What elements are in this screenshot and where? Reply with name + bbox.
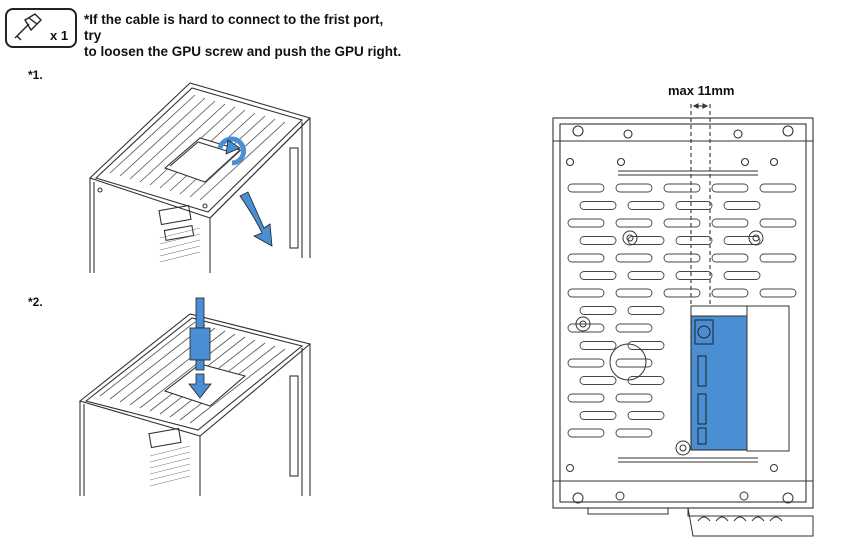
clearance-dimension-label: max 11mm [668, 83, 735, 98]
vent-slot [664, 254, 700, 262]
vent-slot [664, 289, 700, 297]
vent-slot [628, 342, 664, 350]
vent-slot [580, 237, 616, 245]
vent-slot [616, 359, 652, 367]
vent-slot [568, 254, 604, 262]
vent-slot [568, 359, 604, 367]
gpu-clearance-detail-view [548, 96, 818, 546]
vent-slot [724, 202, 760, 210]
vent-slot [712, 184, 748, 192]
instruction-note: *If the cable is hard to connect to the frist port, try to loosen the GPU screw and push the GPU right. [84, 12, 402, 59]
vent-slot [580, 377, 616, 385]
vent-slot [760, 219, 796, 227]
push-right-arrow-icon [240, 192, 272, 246]
vent-slot [568, 429, 604, 437]
vent-slot [616, 429, 652, 437]
vent-slot [724, 272, 760, 280]
vent-slot [616, 184, 652, 192]
vent-slot [580, 412, 616, 420]
vent-slot [616, 289, 652, 297]
vent-slot [760, 254, 796, 262]
step-1-label: *1. [28, 68, 43, 82]
step-1-illustration [80, 78, 320, 273]
vent-slot [760, 289, 796, 297]
vent-slot [676, 237, 712, 245]
vent-slot [628, 377, 664, 385]
cable-quantity: x 1 [50, 28, 69, 43]
vent-slot [580, 272, 616, 280]
vent-slot [616, 324, 652, 332]
vent-slot [628, 272, 664, 280]
vent-slot [712, 254, 748, 262]
vent-slot [712, 219, 748, 227]
step-2-illustration [70, 296, 320, 500]
vent-slot [628, 202, 664, 210]
vent-slot [616, 394, 652, 402]
vent-slot [664, 184, 700, 192]
vent-slot [568, 184, 604, 192]
vent-slot [628, 412, 664, 420]
vent-slot [568, 394, 604, 402]
vent-slot [616, 254, 652, 262]
vent-slot [568, 289, 604, 297]
vent-slot [580, 307, 616, 315]
vent-slot [580, 342, 616, 350]
vent-slot [676, 272, 712, 280]
vent-slot [664, 219, 700, 227]
vent-slot [628, 307, 664, 315]
vent-slot [676, 202, 712, 210]
vent-slot [580, 202, 616, 210]
vent-slot [712, 289, 748, 297]
vent-slot [616, 219, 652, 227]
vent-slot [568, 219, 604, 227]
step-2-label: *2. [28, 295, 43, 309]
vent-slot [760, 184, 796, 192]
